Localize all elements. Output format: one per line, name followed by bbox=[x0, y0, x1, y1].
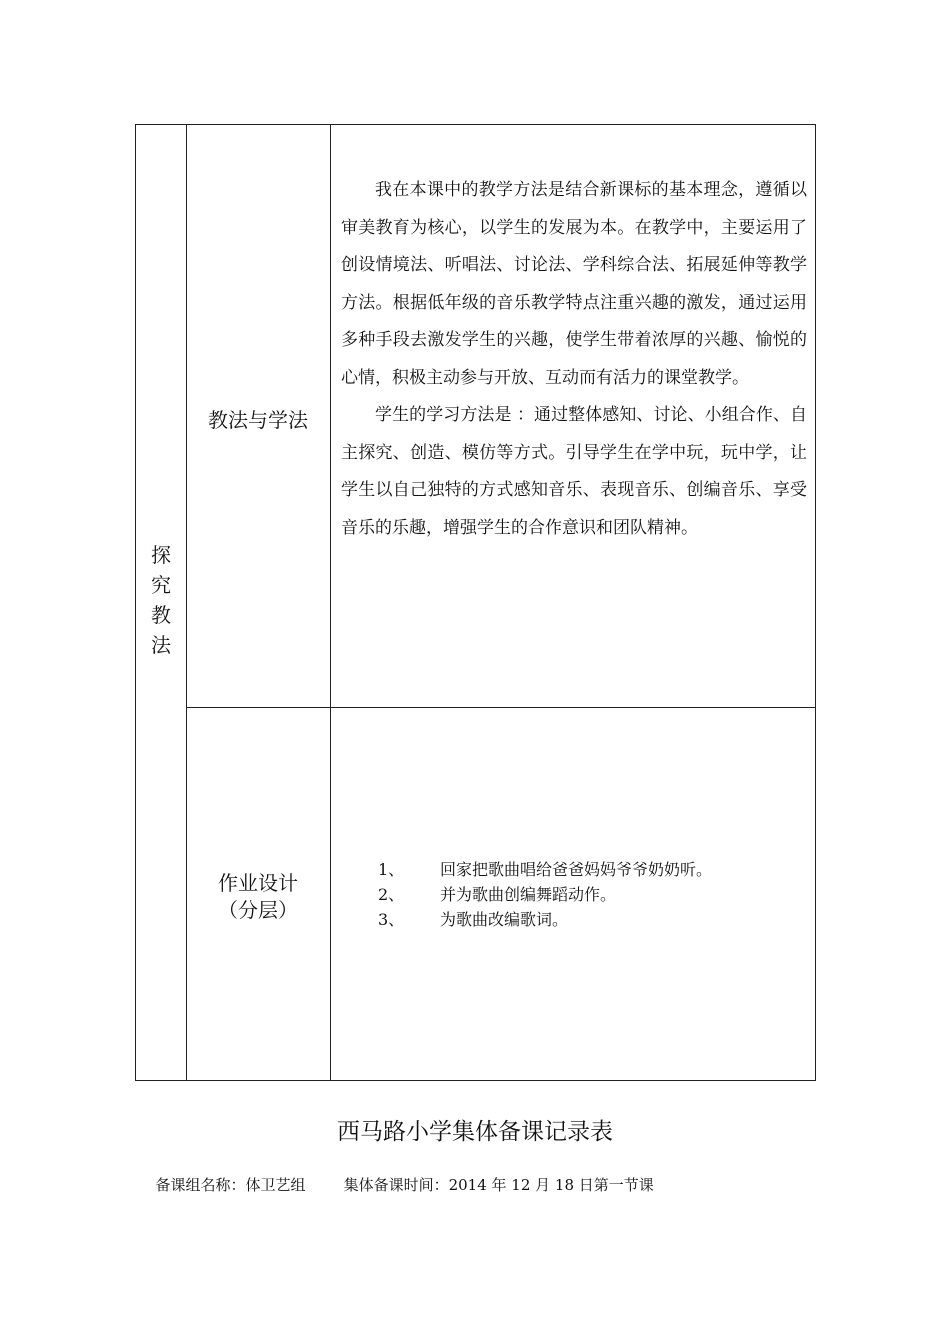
list-item: 2、 并为歌曲创编舞蹈动作。 bbox=[378, 885, 617, 904]
document-title: 西马路小学集体备课记录表 bbox=[337, 1119, 613, 1145]
meta-line bbox=[146, 1156, 692, 1195]
teaching-method-content bbox=[341, 172, 807, 547]
list-item: 1、 回家把歌曲唱给爸爸妈妈爷爷奶奶听。 bbox=[378, 860, 713, 879]
category-char: 法 bbox=[151, 633, 171, 657]
table-border-top bbox=[135, 124, 816, 125]
table-row-divider bbox=[186, 707, 816, 708]
homework-list bbox=[378, 857, 712, 932]
list-item: 3、 为歌曲改编歌词。 bbox=[378, 910, 569, 929]
table-border-bottom bbox=[135, 1080, 816, 1081]
table-col-divider-1 bbox=[186, 124, 187, 1081]
category-char: 教 bbox=[151, 603, 171, 627]
teaching-method-label: 教法与学法 bbox=[208, 408, 308, 432]
table-col-divider-2 bbox=[330, 124, 331, 1081]
category-label bbox=[136, 540, 186, 660]
method-paragraph: 学生的学习方法是 ：通过整体感知、讨论、小组合作、自主探究、创造、模仿等方式。引导学生在学中玩，玩中学，让学生以自己独特的方式感知音乐、表现音乐、创编音乐、享受音乐的乐趣，增强学生的合作意识和团队精神。 bbox=[341, 405, 807, 538]
homework-label: 作业设计 （分层） bbox=[218, 871, 298, 922]
method-paragraph: 我在本课中的教学方法是结合新课标的基本理念，遵循以审美教育为核心，以学生的发展为本。在教学中，主要运用了创设情境法、听唱法、讨论法、学科综合法、拓展延伸等教学方法。根据低年级的音乐教学特点注重兴趣的激发，通过运用多种手段去激发学生的兴趣，使学生带着浓厚的兴趣、愉悦的心情，积极主动参与开放、互动而有活力的课堂教学。 bbox=[341, 180, 807, 388]
category-char: 究 bbox=[151, 573, 171, 597]
category-char: 探 bbox=[151, 543, 171, 567]
group-name: 备课组名称：体卫艺组 bbox=[155, 1176, 306, 1194]
table-border-right bbox=[815, 124, 816, 1081]
prep-time: 集体备课时间：2014 年 12 月 18 日第一节课 bbox=[343, 1176, 654, 1194]
